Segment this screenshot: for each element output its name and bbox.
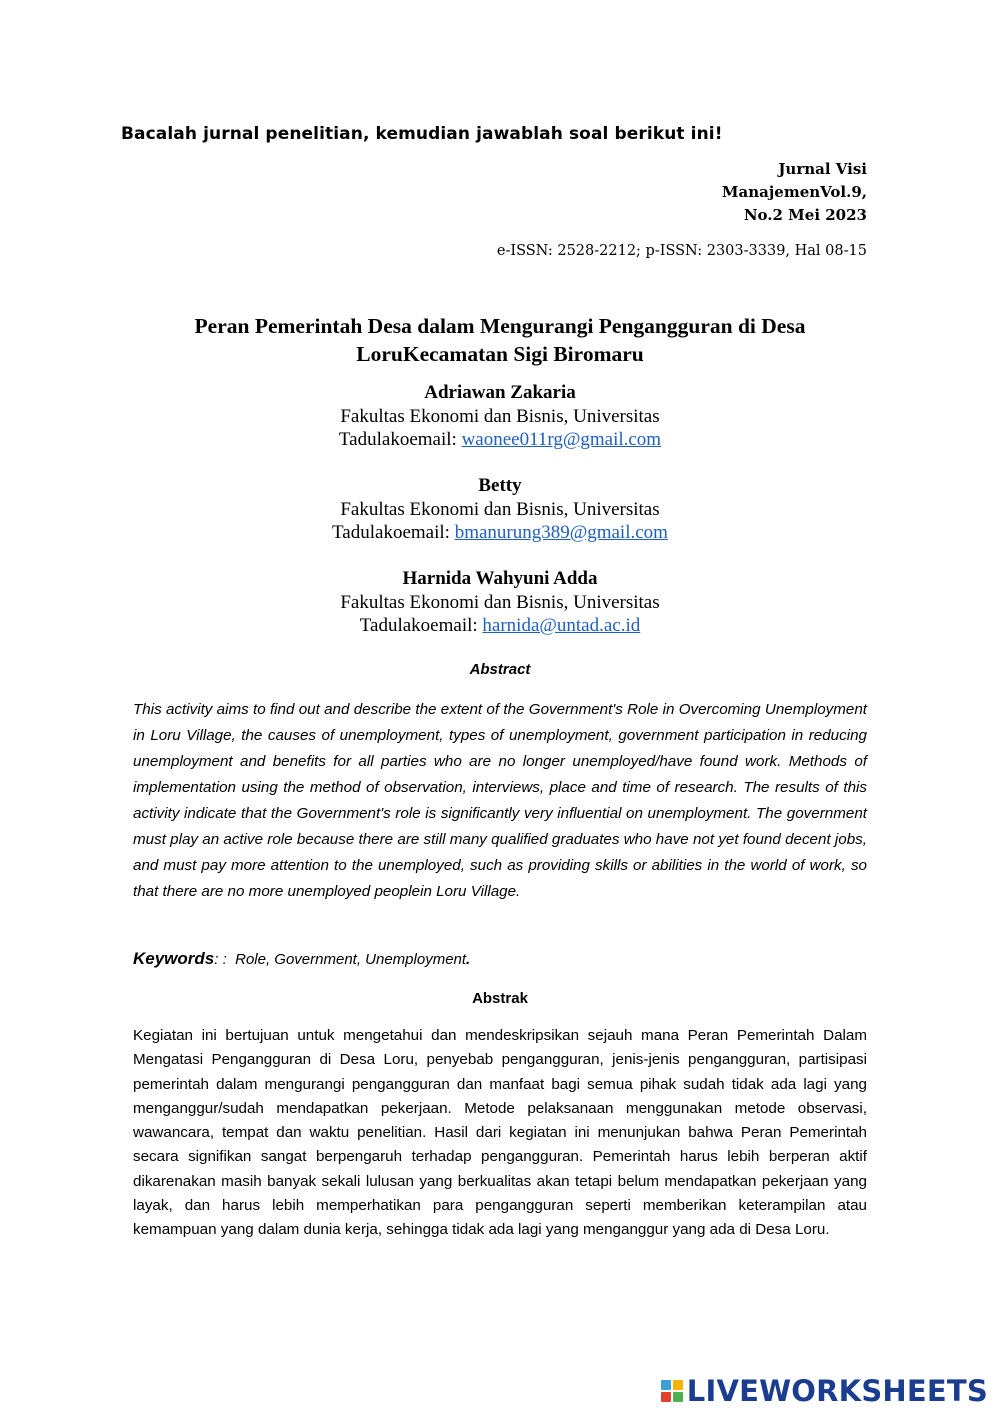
- liveworksheets-logo-icon: [661, 1380, 683, 1402]
- liveworksheets-wordmark: LIVEWORKSHEETS: [686, 1374, 988, 1408]
- author-email-link[interactable]: bmanurung389@gmail.com: [454, 522, 668, 543]
- author-email-line: Tadulakoemail: waonee011rg@gmail.com: [338, 429, 662, 450]
- logo-square: [661, 1380, 671, 1390]
- author-block: [200, 567, 800, 638]
- issn-line: e-ISSN: 2528-2212; p-ISSN: 2303-3339, Hal 08-15: [496, 243, 867, 259]
- keywords-label: Keywords: [133, 949, 215, 968]
- author-name: Harnida Wahyuni Adda: [402, 568, 598, 589]
- paper-title: Peran Pemerintah Desa dalam Mengurangi Pengangguran di Desa LoruKecamatan Sigi Biromaru: [194, 314, 806, 366]
- journal-header: [722, 158, 867, 227]
- instruction-text: Bacalah jurnal penelitian, kemudian jawablah soal berikut ini!: [121, 124, 723, 144]
- logo-square: [661, 1392, 671, 1402]
- keywords-line: Keywords: : Role, Government, Unemployment.: [133, 949, 471, 968]
- logo-square: [673, 1392, 683, 1402]
- journal-volume: ManajemenVol.9,: [721, 183, 867, 201]
- logo-square: [673, 1380, 683, 1390]
- author-email-line: Tadulakoemail: harnida@untad.ac.id: [359, 615, 641, 636]
- author-name: Betty: [478, 475, 522, 496]
- journal-name: Jurnal Visi: [778, 160, 867, 178]
- abstract-body: This activity aims to find out and describe the extent of the Government's Role in Overcoming Unemployment in Loru Village, the causes of unemployment, types of unemployment, government participation in reducing unemployment and benefits for all parties who are no longer unemployed/have found work. Methods of implementation using the method of observation, interviews, place and time of research. The results of this activity indicate that the Government's role is significantly very influential on unemployment. The government must play an active role because there are still many qualified graduates who have not yet found decent jobs, and must pay more attention to the unemployed, such as providing skills or abilities in the world of work, so that there are no more unemployed peoplein Loru Village.: [133, 701, 867, 900]
- abstrak-heading: Abstrak: [472, 990, 528, 1007]
- author-block: [200, 474, 800, 545]
- author-affiliation: Fakultas Ekonomi dan Bisnis, Universitas: [340, 405, 660, 427]
- abstrak-body: Kegiatan ini bertujuan untuk mengetahui dan mendeskripsikan sejauh mana Peran Pemerintah Dalam Mengatasi Pengangguran di Desa Loru, penyebab pengangguran, jenis-jenis pengangguran, partisipasi pemerintah dalam mengurangi pengangguran dan manfaat bagi semua pihak sudah tidak ada lagi yang menganggur/sudah mendapatkan pekerjaan. Metode pelaksanaan menggunakan metode observasi, wawancara, tempat dan waktu penelitian. Hasil dari kegiatan ini menunjukan bahwa Peran Pemerintah secara signifikan sangat berpengaruh terhadap pengangguran. Pemerintah harus lebih berperan aktif dikarenakan masih banyak sekali lulusan yang berkualitas akan tetapi belum mendapatkan pekerjaan yang layak, dan harus lebih memperhatikan para pengangguran seperti memberikan keterampilan atau kemampuan yang dalam dunia kerja, sehingga tidak ada lagi yang menganggur yang ada di Desa Loru.: [133, 1027, 867, 1239]
- author-block: [200, 381, 800, 452]
- author-name: Adriawan Zakaria: [424, 382, 576, 403]
- author-affiliation: Fakultas Ekonomi dan Bisnis, Universitas: [340, 591, 660, 613]
- liveworksheets-brand: [661, 1374, 988, 1408]
- journal-issue: No.2 Mei 2023: [743, 206, 867, 224]
- abstract-heading: Abstract: [469, 661, 531, 678]
- author-email-link[interactable]: harnida@untad.ac.id: [482, 615, 641, 636]
- author-email-line: Tadulakoemail: bmanurung389@gmail.com: [332, 522, 668, 543]
- author-affiliation: Fakultas Ekonomi dan Bisnis, Universitas: [340, 498, 660, 520]
- author-email-link[interactable]: waonee011rg@gmail.com: [461, 429, 662, 450]
- keywords-value: Role, Government, Unemployment: [235, 951, 467, 968]
